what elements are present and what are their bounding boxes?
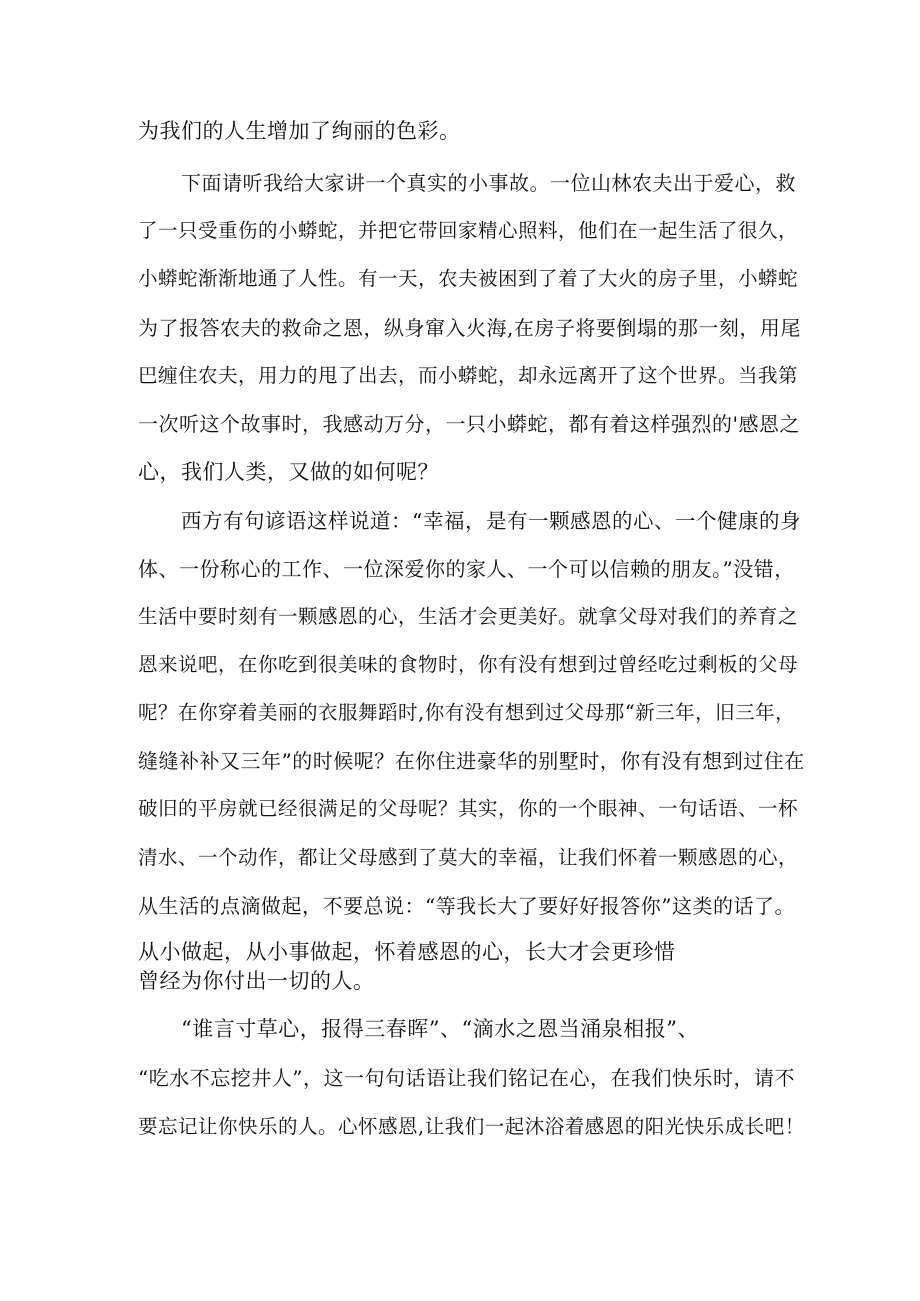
text-line: 清水、一个动作，都让父母感到了莫大的幸福，让我们怀着一颗感恩的心， — [138, 846, 799, 869]
text-line: 从小做起，从小事做起，怀着感恩的心，长大才会更珍惜 — [138, 940, 676, 964]
text-line: 缝缝补补又三年”的时候呢？在你住进豪华的别墅时，你有没有想到过住在 — [138, 749, 805, 773]
text-line: 从生活的点滴做起，不要总说：“等我长大了要好好报答你”这类的话了。 — [138, 894, 795, 918]
text-line: 小蟒蛇渐渐地通了人性。有一天，农夫被困到了着了大火的房子里，小蟒蛇 — [138, 267, 799, 290]
text-line: 体、一份称心的工作、一位深爱你的家人、一个可以信赖的朋友。”没错， — [138, 557, 795, 581]
text-line: 恩来说吧，在你吃到很美味的食物时，你有没有想到过曾经吃过剩板的父母 — [138, 653, 799, 676]
text-line: 心，我们人类，又做的如何呢？ — [138, 460, 439, 484]
text-line: 下面请听我给大家讲一个真实的小事故。一位山林农夫出于爱心，救 — [181, 171, 796, 195]
text-line: “谁言寸草心，报得三春晖”、“滴水之恩当涌泉相报”、 — [181, 1017, 699, 1041]
text-line: 西方有句谚语这样说道：“幸福，是有一颗感恩的心、一个健康的身 — [181, 509, 801, 533]
text-line: 生活中要时刻有一颗感恩的心，生活才会更美好。就拿父母对我们的养育之 — [138, 605, 799, 628]
text-line: 曾经为你付出一切的人。 — [138, 969, 375, 993]
text-line: 为了报答农夫的救命之恩，纵身窜入火海,在房子将要倒塌的那一刻，用尾 — [138, 316, 801, 340]
text-line: 巴缠住农夫，用力的甩了出去，而小蟒蛇，却永远离开了这个世界。当我第 — [138, 364, 799, 387]
text-line: 了一只受重伤的小蟒蛇，并把它带回家精心照料，他们在一起生活了很久， — [138, 219, 799, 242]
text-line: 要忘记让你快乐的人。心怀感恩,让我们一起沐浴着感恩的阳光快乐成长吧！ — [138, 1115, 805, 1138]
text-line: 破旧的平房就已经很满足的父母呢？其实，你的一个眼神、一句话语、一杯 — [138, 797, 799, 820]
text-line: “吃水不忘挖井人”，这一句句话语让我们铭记在心，在我们快乐时，请不 — [138, 1066, 795, 1090]
text-line: 一次听这个故事时，我感动万分，一只小蟒蛇，都有着这样强烈的'感恩之 — [138, 412, 800, 436]
text-line: 呢？在你穿着美丽的衣服舞蹈时,你有没有想到过父母那“新三年，旧三年， — [138, 701, 796, 724]
text-line: 为我们的人生增加了绚丽的色彩。 — [138, 119, 461, 143]
